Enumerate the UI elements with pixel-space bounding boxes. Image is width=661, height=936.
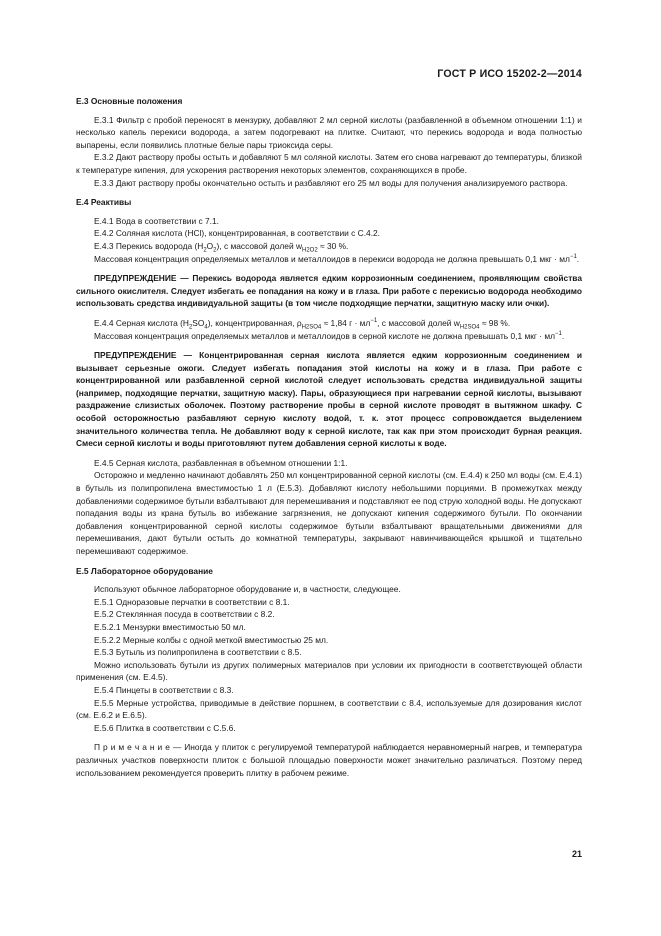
page-number: 21	[571, 849, 582, 859]
section-e4-title: Е.4 Реактивы	[76, 197, 132, 208]
item-e4-5-text: Осторожно и медленно начинают добавлять 250 мл концентрированной серной кислоты (см. Е.4.4) к 250 мл воды (см. Е.4.1) в бутыль из полипропилена вместимостью 1 л (Е.5.3). Добавляют кислоту небольшими порциями. В промежутках между добавлениями содержимое бутыли взбалтывают для перемешивания и подставляют ее под струю холодной воды. Не допускают попадания воды из крана бутыль во избежание загрязнения, не допускают кипения содержимого бутыли. По окончании добавления концентрированной серной кислоты содержимое бутыли взбалтывают вращательными движениями для перемешивания, дают бутыли остыть до комнатной температуры, закрывают навинчивающейся крышкой и тщательно перемешивают содержимое.	[76, 470, 582, 556]
item-e5-4: Е.5.4 Пинцеты в соответствии с 8.3.	[94, 684, 234, 695]
item-e4-5: Е.4.5 Серная кислота, разбавленная в объемном отношении 1:1.	[94, 457, 348, 468]
item-e5-5: Е.5.5 Мерные устройства, приводимые в действие поршнем, в соответствии с 8.4, используемые для дозирования кислот (см. Е.6.2 и Е.6.5).	[76, 697, 582, 721]
item-e5-2-2: Е.5.2.2 Мерные колбы с одной меткой вместимостью 25 мл.	[94, 634, 329, 645]
equipment-intro: Используют обычное лабораторное оборудование и, в частности, следующее.	[94, 584, 401, 595]
item-e5-3-text: Можно использовать бутыли из других полимерных материалов при условии их пригодности в соответствующей области применения (см. Е.4.5).	[76, 659, 582, 683]
item-e5-3: Е.5.3 Бутыль из полипропилена в соответствии с 8.5.	[94, 647, 302, 658]
paragraph-e3-3: Е.3.3 Дают раствору пробы окончательно остыть и разбавляют его 25 мл воды для получения анализируемого раствора.	[94, 177, 568, 188]
warning-h2so4: ПРЕДУПРЕЖДЕНИЕ — Концентрированная серная кислота является едким коррозионным соединением и вызывает серьезные ожоги. Следует избегать попадания этой кислоты на кожу и в глаза. При работе с концентрированной или разбавленной серной кислотой следует использовать средства индивидуальной защиты (например, подходящие перчатки, защитную маску). Пары, образующиеся при нагревании серной кислоты, вызывают раздражение слизистых оболочек. Поэтому растворение пробы в серной кислоте проводят в вытяжном шкафу. С особой осторожностью разбавляют серную кислоту водой, т. к. этот процесс сопровождается выделением значительного количества тепла. Не добавляют воду к серной кислоте, так как при этом происходит бурная реакция. Смеси серной кислоты и воды приготовляют путем добавления серной кислоты к воде.	[76, 350, 583, 449]
item-e4-3: Е.4.3 Перекись водорода $(H_2O_2)$, с массовой долей $w_{H2O2} \approx 30$ %.	[94, 240, 349, 254]
document-body	[76, 95, 582, 779]
standard-header: ГОСТ Р ИСО 15202-2—2014	[437, 68, 582, 80]
section-e5-title: Е.5 Лабораторное оборудование	[76, 565, 213, 576]
item-e5-2: Е.5.2 Стеклянная посуда в соответствии с 8.2.	[94, 609, 275, 620]
mass-concentration-h2so4: Массовая концентрация определяемых металлов и металлоидов в серной кислоте не должна превышать 0,1 мкг · $мл^{-1}$.	[94, 330, 565, 341]
section-e3-title: Е.3 Основные положения	[76, 96, 183, 106]
item-e5-1: Е.5.1 Одноразовые перчатки в соответствии с 8.1.	[94, 596, 290, 607]
warning-h2o2: ПРЕДУПРЕЖДЕНИЕ — Перекись водорода является едким коррозионным соединением, проявляющим свойства сильного окислителя. Следует избегать ее попадания на кожу и в глаза. При работе с перекисью водорода необходимо использовать средства индивидуальной защиты (в том числе подходящие перчатки, защитную маску или очки).	[76, 273, 583, 309]
paragraph-e3-1: Е.3.1 Фильтр с пробой переносят в мензурку, добавляют 2 мл серной кислоты (разбавленной в объемном отношении 1:1) и несколько капель перекиси водорода, а затем подогревают на плитке. Считают, что перекись водорода и вода полностью выпарены, если появились плотные белые пары триоксида серы.	[76, 114, 582, 150]
item-e5-2-1: Е.5.2.1 Мензурки вместимостью 50 мл.	[94, 621, 246, 632]
item-e4-2: Е.4.2 Соляная кислота (HCl), концентрированная, в соответствии с С.4.2.	[94, 228, 381, 239]
item-e5-6: Е.5.6 Плитка в соответствии с С.5.6.	[94, 722, 236, 733]
mass-concentration-h2o2: Массовая концентрация определяемых металлов и металлоидов в перекиси водорода не должна превышать 0,1 мкг · $мл^{-1}$.	[94, 253, 580, 264]
paragraph-e3-2: Е.3.2 Дают раствору пробы остыть и добавляют 5 мл соляной кислоты. Затем его снова нагревают до температуры, близкой к температуре кипения, для ускорения растворения некоторых элементов, сохраняющихся в пробе.	[76, 152, 582, 175]
item-e4-1: Е.4.1 Вода в соответствии с 7.1.	[94, 215, 219, 226]
item-e4-4: Е.4.4 Серная кислота $(H_2SO_4)$, концентрированная, $\rho_{H2SO4} \approx 1,84$ $г \cdot мл^{-1}$, с массовой долей $w_{H2SO4} \approx 98$ %.	[94, 317, 511, 331]
note: П р и м е ч а н и е — Иногда у плиток с регулируемой температурой наблюдается неравномерный нагрев, и температура различных участков поверхности плиток с большой площадью поверхности может значительно различаться. Поэтому перед использованием рекомендуется проверить плитку в рабочем режиме.	[76, 742, 582, 778]
